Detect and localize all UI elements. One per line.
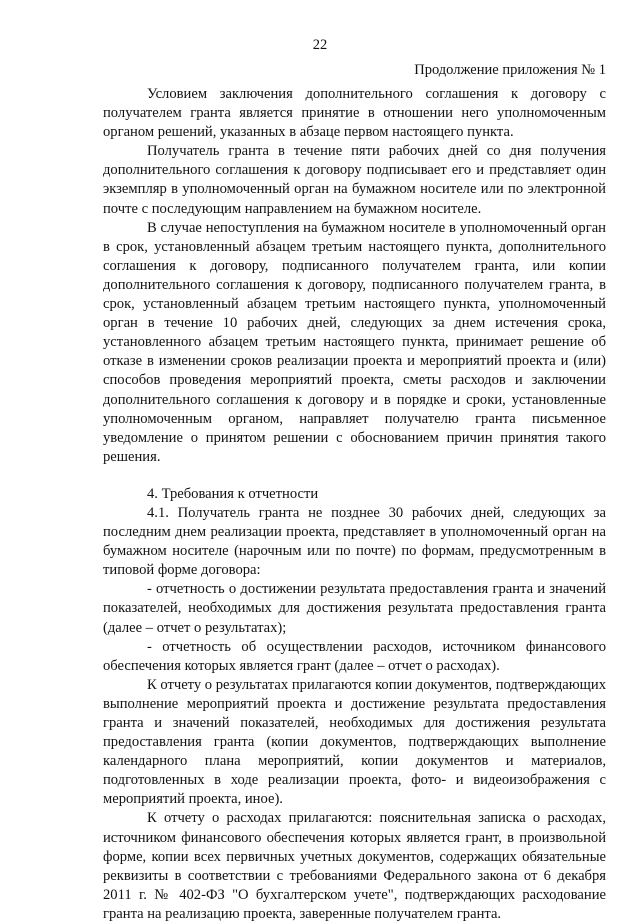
document-body xyxy=(103,85,606,924)
paragraph: Получатель гранта в течение пяти рабочих дней со дня получения дополнительного соглашения к договору подписывает его и представляет один экземпляр в уполномоченный орган на бумажном носителе или по электронной почте с последующим направлением на бумажном носителе. xyxy=(103,143,606,217)
list-item: - отчетность о достижении результата предоставления гранта и значений показателей, необходимых для достижения результата предоставления гранта (далее – отчет о результатах); xyxy=(103,581,606,636)
paragraph: В случае непоступления на бумажном носителе в уполномоченный орган в срок, установленный абзацем третьим настоящего пункта, дополнительного соглашения к договору, подписанного получателем гранта, или копии дополнительного соглашения к договору, подписанного получателем гранта, в срок, установленный абзацем третьим настоящего пункта, уполномоченный орган в течение 10 рабочих дней, следующих за днем истечения срока, установленного абзацем третьим настоящего пункта, принимает решение об отказе в изменении сроков реализации проекта и мероприятий проекта и (или) способов проведения мероприятий проекта, сметы расходов и заключении дополнительного соглашения к договору и в порядке и сроки, установленные уполномоченным органом, направляет получателю гранта письменное уведомление о принятом решении с обоснованием причин принятия такого решения. xyxy=(103,219,606,465)
section-heading: 4. Требования к отчетности xyxy=(147,485,319,502)
paragraph: К отчету о результатах прилагаются копии документов, подтверждающих выполнение мероприятий проекта и достижение результата предоставления гранта и значений показателей, необходимых для достижения результата предоставления гранта (копии документов, подтверждающих выполнение календарного плана мероприятий, копии документов и материалов, подготовленных в ходе реализации проекта, фото- и видеоизображения с мероприятий проекта, иное). xyxy=(103,676,607,808)
list-item: - отчетность об осуществлении расходов, источником финансового обеспечения которых является грант (далее – отчет о расходах). xyxy=(103,638,606,674)
appendix-continuation-label: Продолжение приложения № 1 xyxy=(414,62,606,78)
paragraph: 4.1. Получатель гранта не позднее 30 рабочих дней, следующих за последним днем реализации проекта, представляет в уполномоченный орган на бумажном носителе (нарочным или по почте) по формам, предусмотренным в типовой форме договора: xyxy=(103,504,606,579)
paragraph: Условием заключения дополнительного соглашения к договору с получателем гранта является принятие в отношении него уполномоченным органом решений, указанных в абзаце первом настоящего пункта. xyxy=(103,86,606,141)
paragraph: К отчету о расходах прилагаются: пояснительная записка о расходах, источником финансового обеспечения которых является грант, в произвольной форме, копии всех первичных учетных документов, содержащих обязательные реквизиты в соответствии с требованиями Федерального закона от 6 декабря 2011 г. № 402-ФЗ "О бухгалтерском учете", подтверждающих расходование гранта на реализацию проекта, заверенные получателем гранта. xyxy=(103,810,606,922)
page-number: 22 xyxy=(312,37,328,53)
